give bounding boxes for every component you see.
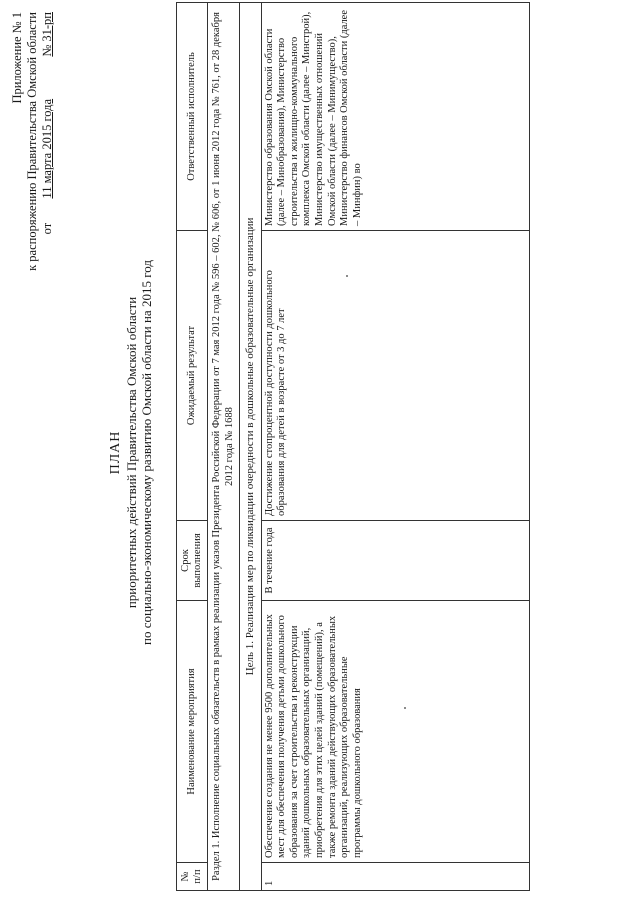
appendix-from-label: от — [40, 222, 54, 235]
appendix-date-line — [40, 12, 55, 372]
plan-subtitle: приоритетных действий Правительства Омской области — [124, 296, 139, 609]
header-responsible: Ответственный исполнитель — [177, 3, 208, 231]
section-title: Раздел 1. Исполнение социальных обязательств в рамках реализации указов Президента Российской Федерации от 7 мая 2012 года № 596 – 602, № 606, от 1 июня 2012 года № 761, от 28 декабря 2012 года № 1688 — [208, 3, 240, 891]
row-num: 1 — [261, 863, 529, 891]
scan-speck — [346, 275, 348, 277]
plan-subtitle-2: по социально-экономическому развитию Омской области на 2015 год — [139, 260, 154, 645]
goal-title: Цель 1. Реализация мер по ликвидации очередности в дошкольные образовательные организации — [240, 3, 262, 891]
appendix-line2: к распоряжению Правительства Омской области — [25, 12, 39, 271]
scan-speck — [404, 707, 406, 709]
appendix-block — [10, 12, 55, 372]
table-header-row — [177, 3, 208, 891]
plan-table — [176, 2, 530, 891]
appendix-number: № 31-рп — [40, 12, 54, 57]
goal-row — [240, 3, 262, 891]
header-num: № п/п — [177, 863, 208, 891]
row-responsible: Министерство образования Омской области (далее – Минобразования), Министерство строительства и жилищно-коммунального комплекса Омской области (далее – Минстрой), Министерство имущественных отношений Омской области (далее – Минимущество), Министерство финансов Омской области (далее – Минфин) во — [261, 3, 529, 231]
appendix-date: 11 марта 2015 года — [40, 98, 54, 199]
section-row — [208, 3, 240, 891]
appendix-line1: Приложение № 1 — [10, 12, 24, 104]
plan-heading: ПЛАН — [108, 430, 123, 475]
row-result: Достижение стопроцентной доступности дошкольного образования для детей в возрасте от 3 до 7 лет — [261, 231, 529, 521]
header-term: Срок выполнения — [177, 521, 208, 601]
row-term: В течение года — [261, 521, 529, 601]
table-row — [261, 3, 529, 891]
header-name: Наименование мероприятия — [177, 601, 208, 863]
row-name: Обеспечение создания не менее 9500 дополнительных мест для обеспечения получения детьми дошкольного образования за счет строительства и реконструкции зданий дошкольных образовательных организаций, приобретения для этих целей зданий (помещений), а также ремонта зданий действующих образовательных организаций, реализующих образовательные программы дошкольного образования — [261, 601, 529, 863]
header-result: Ожидаемый результат — [177, 231, 208, 521]
